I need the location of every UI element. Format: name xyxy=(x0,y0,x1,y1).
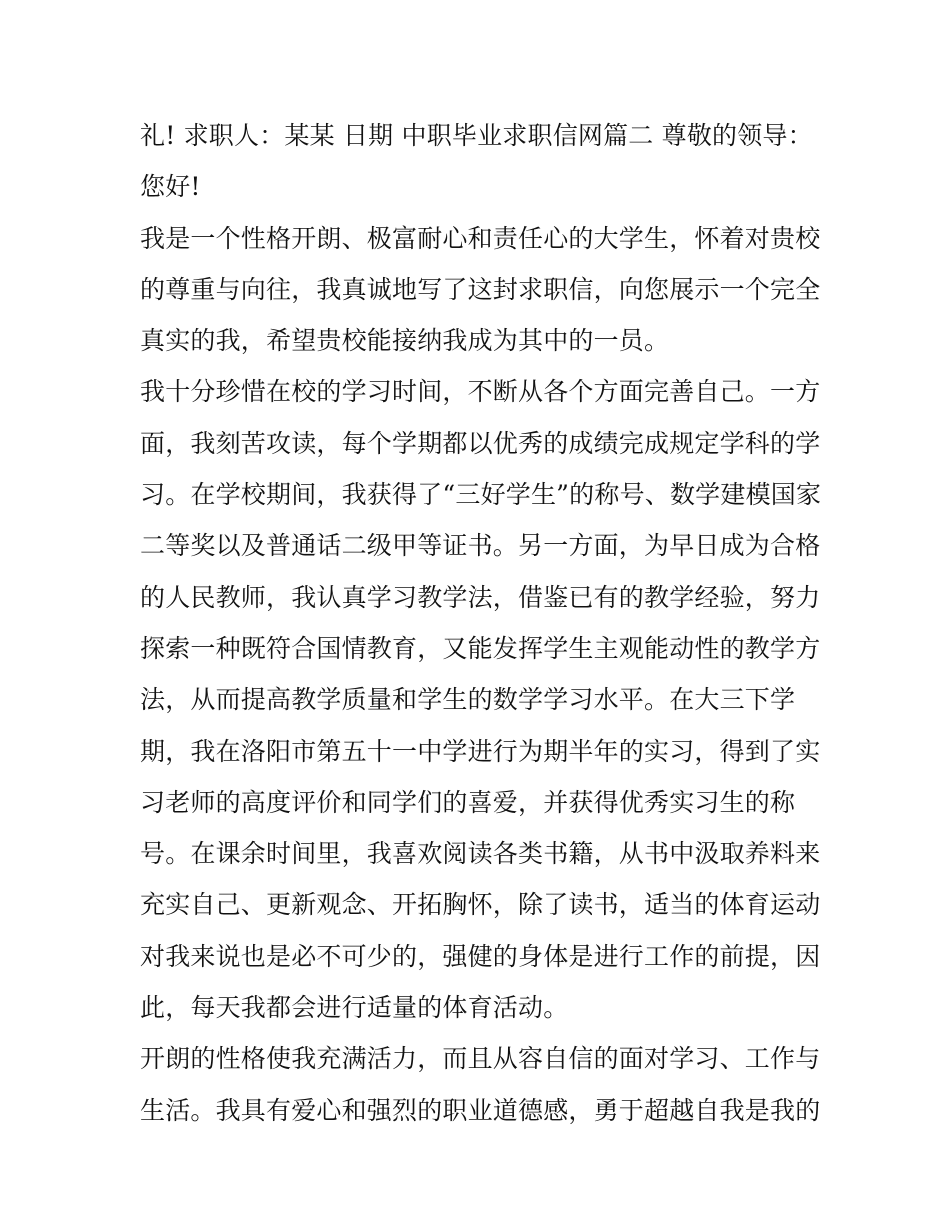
letter-body xyxy=(140,110,822,1136)
text-line: 习老师的高度评价和同学们的喜爱，并获得优秀实习生的称 xyxy=(140,787,796,817)
text-line: 期，我在洛阳市第五十一中学进行为期半年的实习，得到了实 xyxy=(140,736,821,766)
text-line: 法，从而提高教学质量和学生的数学学习水平。在大三下学 xyxy=(140,685,796,715)
text-line: 的尊重与向往，我真诚地写了这封求职信，向您展示一个完全 xyxy=(140,274,821,304)
text-line: 此，每天我都会进行适量的体育活动。 xyxy=(140,993,569,1023)
text-line: 探索一种既符合国情教育，又能发挥学生主观能动性的教学方 xyxy=(140,633,821,663)
text-line: 生活。我具有爱心和强烈的职业道德感，勇于超越自我是我的 xyxy=(140,1095,821,1125)
text-line: 我是一个性格开朗、极富耐心和责任心的大学生，怀着对贵校 xyxy=(140,223,821,253)
text-line: 开朗的性格使我充满活力，而且从容自信的面对学习、工作与 xyxy=(140,1044,821,1074)
text-line: 我十分珍惜在校的学习时间，不断从各个方面完善自己。一方 xyxy=(140,377,821,407)
text-line: 充实自己、更新观念、开拓胸怀，除了读书，适当的体育运动 xyxy=(140,890,821,920)
text-line: 对我来说也是必不可少的，强健的身体是进行工作的前提，因 xyxy=(140,941,821,971)
text-line: 号。在课余时间里，我喜欢阅读各类书籍，从书中汲取养料来 xyxy=(140,839,821,869)
text-line: 您好! xyxy=(140,172,201,202)
text-line: 礼! 求职人：某某 日期 中职毕业求职信网篇二 尊敬的领导： xyxy=(140,121,813,150)
text-line: 二等奖以及普通话二级甲等证书。另一方面，为早日成为合格 xyxy=(140,531,821,561)
text-line: 习。在学校期间，我获得了“三好学生”的称号、数学建模国家 xyxy=(140,480,822,510)
text-line: 真实的我，希望贵校能接纳我成为其中的一员。 xyxy=(140,326,670,356)
text-line: 的人民教师，我认真学习教学法，借鉴已有的教学经验，努力 xyxy=(140,582,821,612)
text-line: 面，我刻苦攻读，每个学期都以优秀的成绩完成规定学科的学 xyxy=(140,428,821,458)
